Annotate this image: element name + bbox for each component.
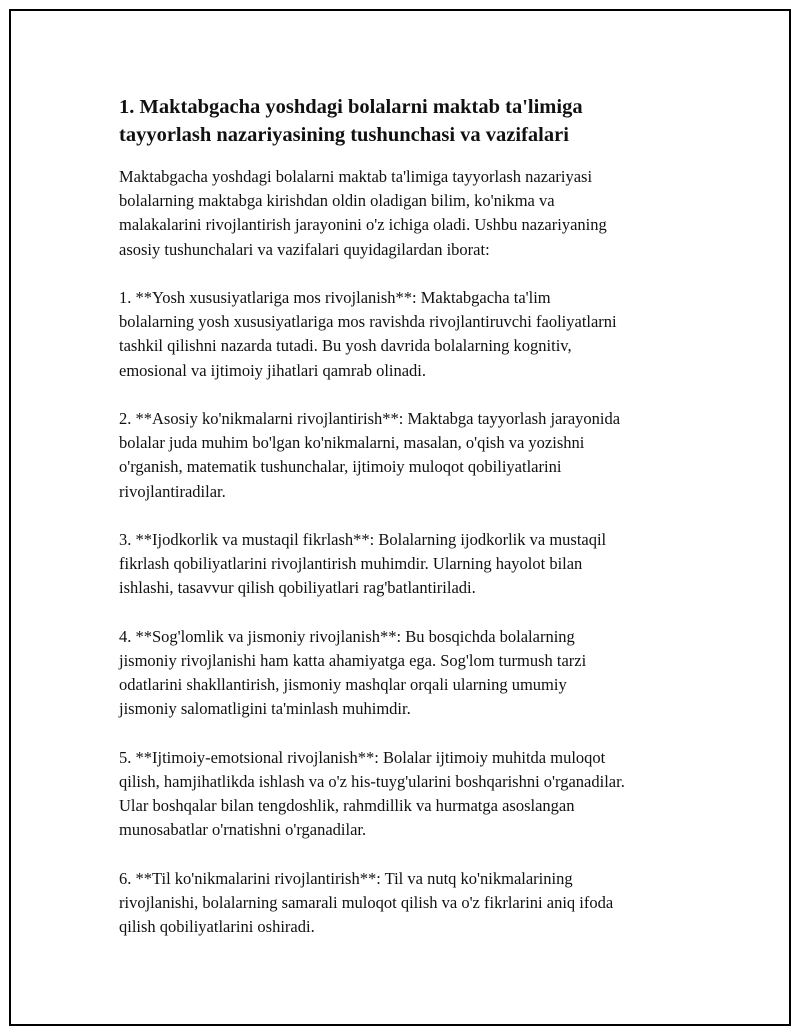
text-line: malakalarini rivojlantirish jarayonini o'z ichiga oladi. Ushbu nazariyaning <box>119 215 607 235</box>
text-line: 6. **Til ko'nikmalarini rivojlantirish**: Til va nutq ko'nikmalarining <box>119 868 573 888</box>
text-line: 2. **Asosiy ko'nikmalarni rivojlantirish**: Maktabga tayyorlash jarayonida <box>119 409 621 428</box>
text-line: bolalarning maktabga kirishdan oldin oladigan bilim, ko'nikma va <box>119 191 555 211</box>
text-line: 4. **Sog'lomlik va jismoniy rivojlanish**: Bu bosqichda bolalarning <box>119 626 575 646</box>
document-body <box>119 93 699 964</box>
list-item-4 <box>119 625 699 722</box>
text-line: rivojlantiradilar. <box>119 481 226 501</box>
intro-paragraph <box>119 165 699 262</box>
text-line: Ular boshqalar bilan tengdoshlik, rahmdillik va hurmatga asoslangan <box>119 796 575 816</box>
text-line: munosabatlar o'rnatishni o'rganadilar. <box>119 820 367 840</box>
text-line: rivojlanishi, bolalarning samarali muloqot qilish va o'z fikrlarini aniq ifoda <box>119 893 614 912</box>
text-line: ishlashi, tasavvur qilish qobiliyatlari rag'batlantiriladi. <box>119 578 476 598</box>
text-line: Maktabgacha yoshdagi bolalarni maktab ta'limiga tayyorlash nazariyasi <box>119 167 593 186</box>
text-line: 5. **Ijtimoiy-emotsional rivojlanish**: Bolalar ijtimoiy muhitda muloqot <box>119 747 606 767</box>
document-title <box>119 93 699 149</box>
text-line: qilish qobiliyatlarini oshiradi. <box>119 917 315 937</box>
text-line: qilish, hamjihatlikda ishlash va o'z his-tuyg'ularini boshqarishni o'rganadilar. <box>119 772 625 791</box>
text-line: jismoniy salomatligini ta'minlash muhimdir. <box>119 699 411 719</box>
text-line: odatlarini shakllantirish, jismoniy mashqlar orqali ularning umumiy <box>119 675 567 695</box>
list-item-2 <box>119 407 699 504</box>
title-line: tayyorlash nazariyasining tushunchasi va vazifalari <box>119 124 569 146</box>
text-line: tashkil qilishni nazarda tutadi. Bu yosh davrida bolalarning kognitiv, <box>119 336 572 356</box>
page-frame <box>9 9 791 1026</box>
title-line: 1. Maktabgacha yoshdagi bolalarni maktab ta'limiga <box>119 96 583 118</box>
text-line: bolalarning yosh xususiyatlariga mos ravishda rivojlantiruvchi faoliyatlarni <box>119 312 617 332</box>
list-item-5 <box>119 746 699 843</box>
list-item-1 <box>119 286 699 383</box>
text-line: o'rganish, matematik tushunchalar, ijtimoiy muloqot qobiliyatlarini <box>119 457 562 477</box>
text-line: 3. **Ijodkorlik va mustaqil fikrlash**: Bolalarning ijodkorlik va mustaqil <box>119 530 607 549</box>
text-line: asosiy tushunchalari va vazifalari quyidagilardan iborat: <box>119 239 490 259</box>
text-line: bolalar juda muhim bo'lgan ko'nikmalarni, masalan, o'qish va yozishni <box>119 433 585 453</box>
list-item-6 <box>119 867 699 940</box>
text-line: emosional va ijtimoiy jihatlari qamrab olinadi. <box>119 360 427 380</box>
text-line: 1. **Yosh xususiyatlariga mos rivojlanish**: Maktabgacha ta'lim <box>119 288 551 307</box>
text-line: fikrlash qobiliyatlarini rivojlantirish muhimdir. Ularning hayolot bilan <box>119 554 583 574</box>
list-item-3 <box>119 528 699 601</box>
text-line: jismoniy rivojlanishi ham katta ahamiyatga ega. Sog'lom turmush tarzi <box>119 651 587 670</box>
